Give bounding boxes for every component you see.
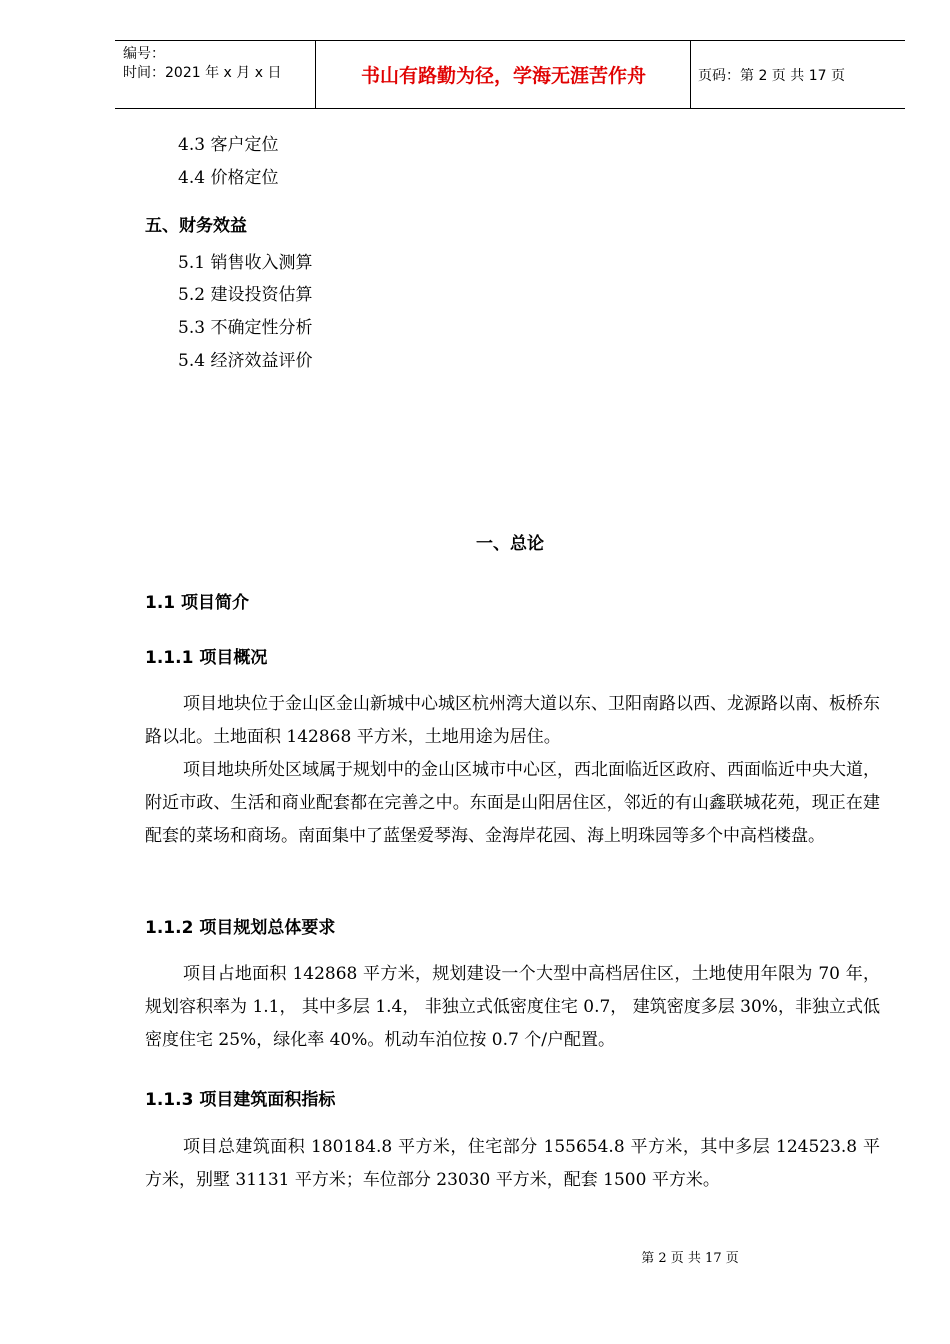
- header-page-number: 页码：第 2 页 共 17 页: [698, 67, 845, 84]
- toc-item-5-3: 5.3 不确定性分析: [178, 318, 313, 338]
- header-divider: [690, 41, 691, 108]
- header-motto: 书山有路勤为径，学海无涯苦作舟: [360, 65, 646, 87]
- heading-1-1-1: 1.1.1 项目概况: [145, 648, 268, 668]
- toc-item-5-4: 5.4 经济效益评价: [178, 351, 313, 371]
- paragraph-area: 项目总建筑面积 180184.8 平方米，住宅部分 155654.8 平方米，其中多层 124523.8 平方米，别墅 31131 平方米；车位部分 23030 平方米，配套 1500 平方米。: [145, 1137, 880, 1190]
- paragraph-location: 项目地块位于金山区金山新城中心城区杭州湾大道以东、卫阳南路以西、龙源路以南、板桥东路以北。土地面积 142868 平方米，土地用途为居住。: [145, 694, 880, 747]
- toc-section-5: 五、财务效益: [145, 216, 247, 236]
- chapter-title: 一、总论: [476, 534, 544, 554]
- header-divider: [315, 41, 316, 108]
- paragraph-planning: 项目占地面积 142868 平方米，规划建设一个大型中高档居住区，土地使用年限为 70 年，规划容积率为 1.1， 其中多层 1.4， 非独立式低密度住宅 0.7， 建筑密度多层 30%，非独立式低密度住宅 25%，绿化率 40%。机动车泊位按 0.7 个/户配置。: [145, 964, 880, 1050]
- header-number: 编号：: [123, 46, 165, 62]
- page-header: [115, 40, 905, 109]
- heading-1-1: 1.1 项目简介: [145, 593, 250, 613]
- heading-1-1-3: 1.1.3 项目建筑面积指标: [145, 1090, 336, 1110]
- toc-item-5-2: 5.2 建设投资估算: [178, 285, 313, 305]
- toc-item-4-4: 4.4 价格定位: [178, 168, 279, 188]
- header-time: 时间：2021 年 x 月 x 日: [123, 65, 282, 81]
- toc-item-4-3: 4.3 客户定位: [178, 135, 279, 155]
- page-footer: 第 2 页 共 17 页: [641, 1251, 739, 1266]
- toc-item-5-1: 5.1 销售收入测算: [178, 253, 313, 273]
- heading-1-1-2: 1.1.2 项目规划总体要求: [145, 918, 336, 938]
- header-meta: [123, 45, 281, 83]
- paragraph-surroundings: 项目地块所处区域属于规划中的金山区城市中心区，西北面临近区政府、西面临近中央大道，附近市政、生活和商业配套都在完善之中。东面是山阳居住区，邻近的有山鑫联城花苑，现正在建配套的菜场和商场。南面集中了蓝堡爱琴海、金海岸花园、海上明珠园等多个中高档楼盘。: [145, 760, 880, 846]
